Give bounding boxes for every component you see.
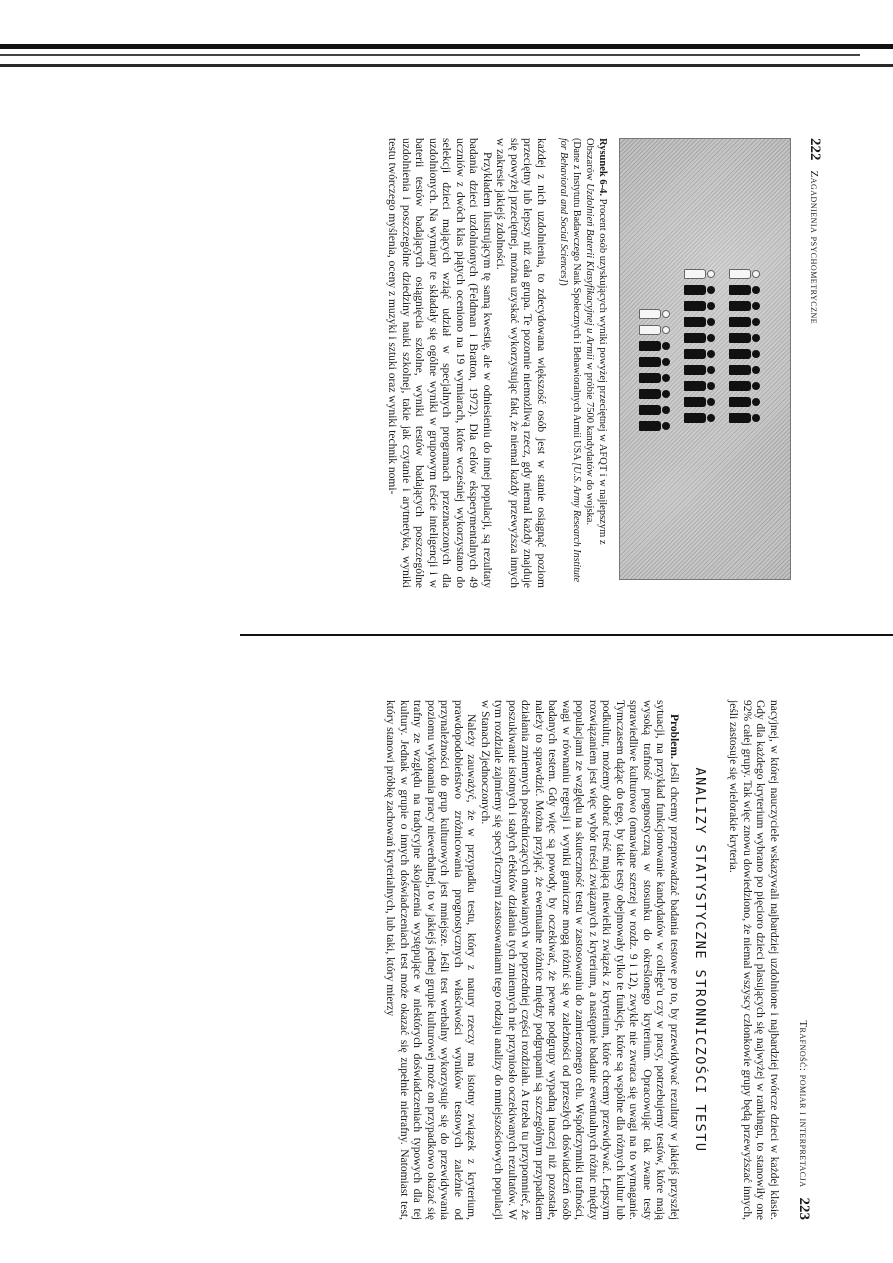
- person-icon-dark: [684, 349, 715, 359]
- person-icon-dark: [639, 405, 670, 415]
- problem-text: Jeśli chcemy przeprowadzać badania testowe po to, by przewidywać rezultaty w jakiejś przyszłej sytuacji, na przykład funkcjonowanie kandydatów w college'u czy w pracy, potrzebujemy testów, które mają wysoką trafność prognostyczną w stosunku do określonego kryterium. Opracowując tak zwane testy sprawiedliwe kulturowo (omawiane szerzej w rozdz. 9 i 12), zwykle nie zwraca się uwagi na to wymaganie. Tymczasem dążąc do tego, by takie testy obejmowały tylko te funkcje, które są wspólne dla różnych kultur lub podkultur, możemy dobrać treść mającą niewielki związek z kryterium, które chcemy przewidywać. Lepszym rozwiązaniem jest więc wybór treści związanych z kryterium, a następnie badanie ewentualnych różnic między populacjami ze względu na skuteczność testu w zastosowaniu do zamierzonego celu. Współczynniki trafności, wagi w równaniu regresji i wyniki graniczne mogą różnić się w zależności od przeszłych doświadczeń osób badanych testem. Gdy więc są powody, by oczekiwać, że pewne podgrupy wypadną inaczej niż pozostałe, należy to sprawdzić. Można przyjąć, że ewentualne różnice między podgrupami są szczególnym przypadkiem działania zmiennych pośredniczących omawianych w poprzedniej części rozdziału. A trzeba tu przypomnieć, że poszukiwanie istotnych i stałych efektów działania tych zmiennych nie przyniosło oczekiwanych rezultatów. W tym rozdziale zajmiemy się specyficznymi zastosowaniami tego rodzaju analizy do mniejszościowych populacji w Stanach Zjednoczonych.: [479, 700, 680, 1220]
- person-icon-light: [639, 325, 670, 335]
- person-icon-dark: [684, 397, 715, 407]
- top-rule-thin: [0, 54, 860, 56]
- source-italic: [U.S. Army Research Institute for Behavioral and Social Sciences]: [558, 138, 582, 583]
- person-icon-dark: [684, 381, 715, 391]
- person-icon-light: [639, 309, 670, 319]
- top-rule-heavy: [0, 44, 893, 49]
- paragraph: Przykładem ilustrującym tę samą kwestię, ale w odniesieniu do innej populacji, są rezultaty badania dzieci uzdolnionych (Feldman i Bratton, 1972). Dla celów eksperymentalnych 49 uczniów z dwóch klas piątych oceniono na 19 wymiarach, które wcześniej wykorzystano do selekcji dzieci mających wziąć udział w specjalnych programach przeznaczonych dla uzdolnionych. Na wymiary te składały się ogólne wyniki w grupowym teście inteligencji i w baterii testów badających osiągnięcia szkolne, wyniki testów badających poszczególne uzdolnienia i poszczególne dziedziny nauki szkolnej, takie jak czytanie i arytmetyka, wyniki testu twórczego myślenia, oceny z muzyki i sztuki oraz wyniki technik nomi-: [386, 138, 493, 588]
- figure-row-3: [639, 309, 670, 431]
- person-icon-dark: [684, 333, 715, 343]
- paragraph: Należy zauważyć, że w przypadku testu, który z natury rzeczy ma istotny związek z kryterium, prawdopodobieństwo zróżnicowania prognostycznych właściwości wyników testowych zależnie od przynależności do grup kulturowych jest mniejsze. Jeśli test werbalny wykorzystuje się do przewidywania poziomu wykonania pracy niewerbalnej, to w jakiejś jednej grupie kulturowej może on przypadkowo okazać się trafny ze względu na tradycyjne skojarzenia występujące w niektórych doświadczeniach typowych dla tej kultury. Jednak w grupie o innych doświadczeniach test może okazać się zupełnie nietrafny. Natomiast test, który stanowi próbkę zachowań kryterialnych, lub taki, który mierzy: [384, 700, 478, 1220]
- person-icon-dark: [684, 365, 715, 375]
- person-icon-dark: [639, 373, 670, 383]
- paragraph: każdej z nich uzdolnienia, to zdecydowana większość osób jest w stanie osiągnąć poziom przeciętny lub lepszy niż cała grupa. Te pozornie niemożliwą rzecz, gdy niemal każdy znajduje się powyżej przeciętnej, można uzyskać wykorzystując fakt, że niemal każdy przewyższa innych w zakresie jakiejś zdolności.: [494, 138, 547, 588]
- figure-label: Rysunek 6-4.: [597, 138, 608, 196]
- person-icon-dark: [639, 421, 670, 431]
- caption-italic: Uzdolnień Baterii Klasyfikacyjnej u Armii: [584, 183, 595, 360]
- person-icon-dark: [729, 333, 760, 343]
- section-title: ANALIZY STATYSTYCZNE STRONNICZOŚCI TESTU: [692, 767, 708, 1153]
- person-icon-dark: [729, 317, 760, 327]
- person-icon-dark: [639, 389, 670, 399]
- person-icon-dark: [684, 301, 715, 311]
- top-rule-lower: [0, 64, 893, 67]
- right-page-section-body: [383, 700, 680, 1220]
- left-page-header: [801, 138, 823, 588]
- left-page-body: [385, 138, 547, 588]
- intro-paragraph: nacyjnej, w której nauczyciele wskazywali najbardziej uzdolnione i najbardziej twórcze dzieci w każdej klasie. Gdy dla każdego kryterium wybrano po pięcioro dzieci plasujących się najwyżej w rankingu, to stanowiły one 92% całej grupy. Tak więc znowu dowiedziono, że niemal wszyscy członkowie grupy będą przewyższać innych, jeśli zastosuje się wielorakie kryteria.: [727, 700, 780, 1220]
- person-icon-dark: [729, 285, 760, 295]
- figure-caption: [557, 138, 609, 588]
- page-number: 223: [796, 1197, 812, 1220]
- caption-tail: w próbie 7500 kandydatów do wojska.: [584, 359, 595, 526]
- page-number: 222: [807, 138, 823, 161]
- right-page-header: [790, 700, 812, 1220]
- person-icon-dark: [639, 357, 670, 367]
- figure-row-2: [684, 269, 715, 423]
- running-head: Trafność: pomiar i interpretacja: [797, 1020, 809, 1188]
- problem-paragraph: [478, 700, 681, 1220]
- problem-lead: Problem.: [668, 714, 680, 759]
- person-icon-dark: [729, 397, 760, 407]
- person-icon-dark: [729, 381, 760, 391]
- person-icon-dark: [684, 413, 715, 423]
- person-icon-dark: [729, 349, 760, 359]
- person-icon-dark: [639, 341, 670, 351]
- person-icon-dark: [684, 317, 715, 327]
- right-page-body: [726, 700, 780, 1220]
- running-head: Zagadnienia psychometryczne: [808, 170, 820, 325]
- source-text: (Dane z Instytutu Badawczego Nauk Społecznych i Behawioralnych Armii USA: [571, 138, 582, 463]
- right-page: [97, 700, 812, 1220]
- person-icon-dark: [729, 413, 760, 423]
- caption-text: Procent osób uzyskujących wyniki powyżej przeciętnej w AFQT i w najlepszym z Obszarów: [584, 138, 608, 545]
- person-icon-dark: [729, 365, 760, 375]
- person-icon-light: [684, 269, 715, 279]
- figure-row-1: [729, 269, 760, 423]
- page-divider-rule: [240, 634, 893, 636]
- person-icon-dark: [729, 301, 760, 311]
- person-icon-dark: [684, 285, 715, 295]
- person-icon-light: [729, 269, 760, 279]
- left-page: [93, 138, 823, 588]
- figure-people-chart: [619, 138, 791, 580]
- source-tail: ): [558, 282, 569, 286]
